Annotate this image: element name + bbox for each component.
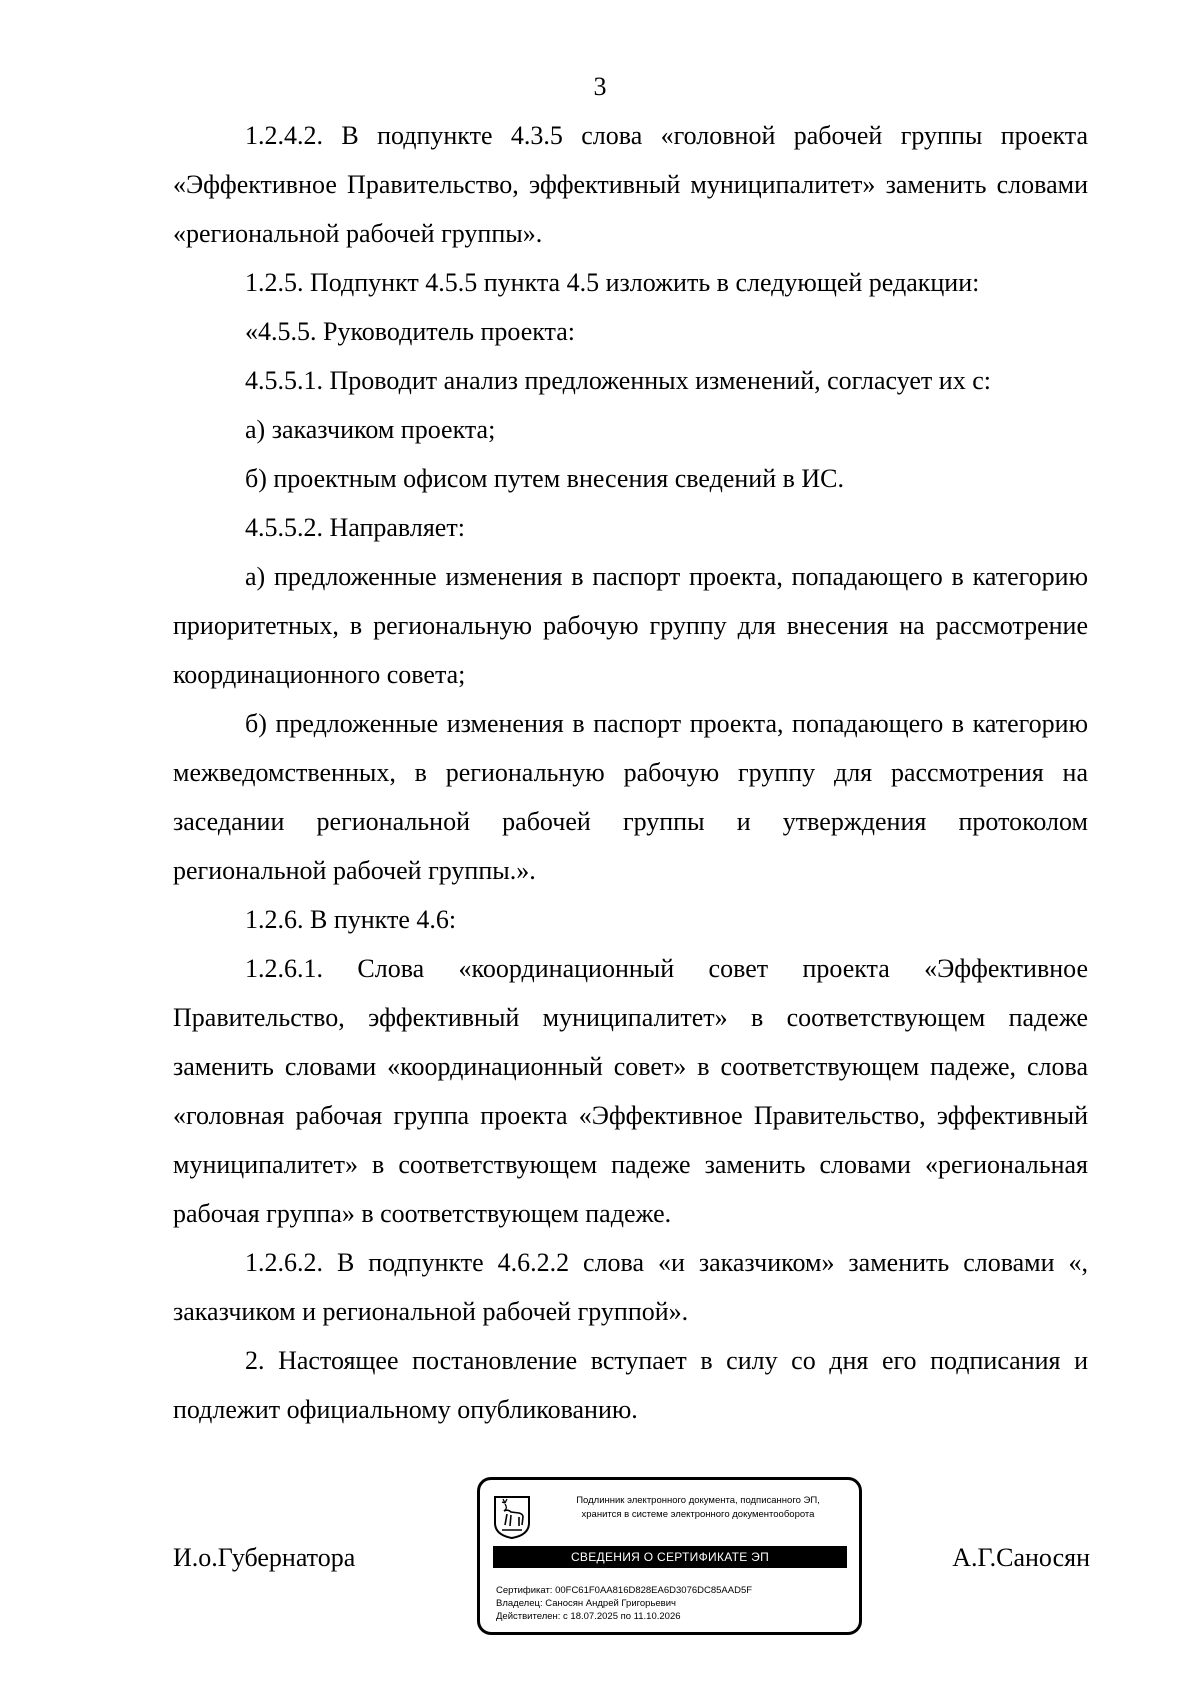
stamp-header-line: хранится в системе электронного документооборота	[581, 1509, 815, 1520]
paragraph: «4.5.5. Руководитель проекта:	[245, 317, 576, 346]
paragraph: 1.2.6.2. В подпункте 4.6.2.2 слова «и заказчиком» заменить словами «, заказчиком и региональной рабочей группой».	[173, 1248, 1088, 1326]
signer-position: И.о.Губернатора	[173, 1543, 356, 1572]
stamp-details	[496, 1584, 752, 1623]
paragraph: 1.2.6.1. Слова «координационный совет проекта «Эффективное Правительство, эффективный муниципалитет» в соответствующем падеже заменить словами «координационный совет» в соответствующем падеже, слова «головная рабочая группа проекта «Эффективное Правительство, эффективный муниципалитет» в соответствующем падеже заменить словами «региональная рабочая группа» в соответствующем падеже.	[173, 954, 1088, 1228]
certificate-number: Сертификат: 00FC61F0AA816D828EA6D3076DC85AAD5F	[496, 1585, 753, 1596]
stamp-header-line: Подлинник электронного документа, подписанного ЭП,	[576, 1495, 820, 1506]
paragraph: 4.5.5.2. Направляет:	[245, 513, 465, 542]
certificate-validity: Действителен: с 18.07.2025 по 11.10.2026	[496, 1611, 681, 1622]
signer-name: А.Г.Саносян	[952, 1543, 1090, 1572]
paragraph: 1.2.5. Подпункт 4.5.5 пункта 4.5 изложить в следующей редакции:	[245, 268, 980, 297]
paragraph: б) проектным офисом путем внесения сведений в ИС.	[245, 464, 845, 493]
signature-block	[0, 1477, 1200, 1667]
document-body	[173, 111, 1088, 1434]
certificate-owner: Владелец: Саносян Андрей Григорьевич	[496, 1598, 676, 1609]
paragraph: 2. Настоящее постановление вступает в силу со дня его подписания и подлежит официальному опубликованию.	[173, 1346, 1088, 1424]
paragraph: а) предложенные изменения в паспорт проекта, попадающего в категорию приоритетных, в региональную рабочую группу для внесения на рассмотрение координационного совета;	[173, 562, 1088, 689]
paragraph: 1.2.6. В пункте 4.6:	[245, 905, 457, 934]
deer-emblem-icon	[493, 1495, 531, 1539]
electronic-signature-stamp	[477, 1477, 862, 1635]
stamp-title: СВЕДЕНИЯ О СЕРТИФИКАТЕ ЭП	[493, 1546, 847, 1568]
page-number: 3	[593, 72, 607, 101]
paragraph: 4.5.5.1. Проводит анализ предложенных изменений, согласует их с:	[245, 366, 991, 395]
paragraph: а) заказчиком проекта;	[245, 415, 496, 444]
paragraph: б) предложенные изменения в паспорт проекта, попадающего в категорию межведомственных, в региональную рабочую группу для рассмотрения на заседании региональной рабочей группы и утверждения протоколом региональной рабочей группы.».	[173, 709, 1088, 885]
stamp-header	[540, 1494, 856, 1522]
paragraph: 1.2.4.2. В подпункте 4.3.5 слова «головной рабочей группы проекта «Эффективное Правительство, эффективный муниципалитет» заменить словами «региональной рабочей группы».	[173, 121, 1088, 248]
